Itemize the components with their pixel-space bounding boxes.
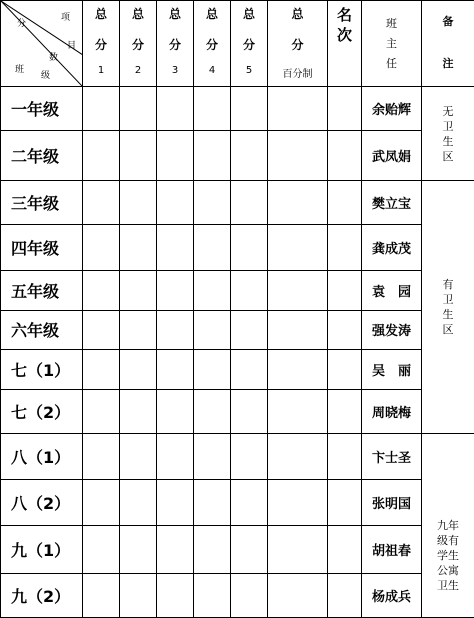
table-row [1,349,474,389]
score-cell[interactable] [194,181,231,225]
score-cell[interactable] [268,271,328,311]
score-cell[interactable] [83,349,120,389]
remark-has-hygiene-area: 有 卫 生 区 [422,181,474,433]
score-cell[interactable] [268,181,328,225]
teacher-cell: 杨成兵 [362,573,422,617]
score-cell[interactable] [231,349,268,389]
score-cell[interactable] [157,225,194,271]
rank-cell[interactable] [328,311,362,349]
diagonal-header-cell [1,1,83,87]
grade-cell: 一年级 [1,87,83,131]
score-cell[interactable] [194,433,231,479]
score-cell[interactable] [268,349,328,389]
score-cell[interactable] [120,271,157,311]
score-cell[interactable] [157,525,194,573]
grade-cell: 六年级 [1,311,83,349]
score-cell[interactable] [231,525,268,573]
grade-cell: 九（1） [1,525,83,573]
score-cell[interactable] [268,225,328,271]
score-cell[interactable] [120,479,157,525]
score-cell[interactable] [231,389,268,433]
teacher-cell: 余贻辉 [362,87,422,131]
corner-label-xiang: 项 [61,13,71,23]
rank-cell[interactable] [328,87,362,131]
score-cell[interactable] [231,311,268,349]
score-cell[interactable] [120,311,157,349]
note-header: 备 注 [422,1,474,87]
score-cell[interactable] [268,311,328,349]
teacher-cell: 卞士圣 [362,433,422,479]
grade-cell: 八（1） [1,433,83,479]
score-header-3: 总 分 3 [157,1,194,87]
score-cell[interactable] [231,181,268,225]
rank-cell[interactable] [328,525,362,573]
score-cell[interactable] [194,525,231,573]
score-cell[interactable] [157,573,194,617]
score-cell[interactable] [157,311,194,349]
table-row [1,479,474,525]
corner-label-ji: 级 [41,71,51,81]
score-cell[interactable] [231,433,268,479]
score-header-4: 总 分 4 [194,1,231,87]
score-cell[interactable] [83,525,120,573]
score-header-2: 总 分 2 [120,1,157,87]
rank-cell[interactable] [328,349,362,389]
score-cell[interactable] [231,225,268,271]
score-cell[interactable] [157,479,194,525]
score-cell[interactable] [194,311,231,349]
grade-cell: 八（2） [1,479,83,525]
grade-cell: 四年级 [1,225,83,271]
score-cell[interactable] [157,181,194,225]
table-row [1,433,474,479]
score-cell[interactable] [268,131,328,181]
table-row [1,225,474,271]
score-cell[interactable] [157,389,194,433]
score-cell[interactable] [194,131,231,181]
score-cell[interactable] [120,131,157,181]
teacher-cell: 袁 园 [362,271,422,311]
corner-label-ban: 班 [15,65,25,75]
grade-cell: 七（1） [1,349,83,389]
rank-cell[interactable] [328,271,362,311]
score-header-percent: 总 分 百分制 [268,1,328,87]
score-cell[interactable] [157,349,194,389]
score-cell[interactable] [157,271,194,311]
rank-cell[interactable] [328,479,362,525]
score-cell[interactable] [120,389,157,433]
score-cell[interactable] [83,433,120,479]
score-cell[interactable] [157,87,194,131]
score-cell[interactable] [231,573,268,617]
score-header-1: 总 分 1 [83,1,120,87]
teacher-cell: 周晓梅 [362,389,422,433]
table-row [1,573,474,617]
table-row [1,311,474,349]
score-cell[interactable] [120,87,157,131]
rank-cell[interactable] [328,433,362,479]
table-row [1,389,474,433]
score-cell[interactable] [83,389,120,433]
score-cell[interactable] [194,225,231,271]
score-cell[interactable] [194,389,231,433]
score-cell[interactable] [231,131,268,181]
grade-cell: 七（2） [1,389,83,433]
score-cell[interactable] [231,87,268,131]
score-cell[interactable] [157,131,194,181]
score-cell[interactable] [120,433,157,479]
score-cell[interactable] [83,271,120,311]
teacher-header: 班 主 任 [362,1,422,87]
score-cell[interactable] [83,181,120,225]
remark-no-hygiene-area: 无 卫 生 区 [422,87,474,181]
score-cell[interactable] [83,225,120,271]
score-cell[interactable] [194,87,231,131]
teacher-cell: 强发涛 [362,311,422,349]
score-cell[interactable] [83,87,120,131]
table-row [1,87,474,131]
score-cell[interactable] [194,349,231,389]
table-row [1,271,474,311]
score-cell[interactable] [268,389,328,433]
score-cell[interactable] [268,87,328,131]
corner-label-mu: 目 [67,41,77,51]
score-cell[interactable] [231,479,268,525]
teacher-cell: 吴 丽 [362,349,422,389]
score-cell[interactable] [268,573,328,617]
score-cell[interactable] [194,479,231,525]
score-cell[interactable] [83,573,120,617]
score-cell[interactable] [83,311,120,349]
score-cell[interactable] [231,271,268,311]
rank-cell[interactable] [328,389,362,433]
teacher-cell: 张明国 [362,479,422,525]
table-row [1,131,474,181]
corner-label-fen: 分 [17,19,27,29]
teacher-cell: 武凤娟 [362,131,422,181]
corner-label-shu: 数 [49,53,59,63]
remark-grade9-dorm-hygiene: 九年 级有 学生 公寓 卫生 [422,433,474,617]
score-cell[interactable] [157,433,194,479]
teacher-cell: 胡祖春 [362,525,422,573]
table-row [1,181,474,225]
score-header-5: 总 分 5 [231,1,268,87]
score-cell[interactable] [120,225,157,271]
score-cell[interactable] [120,573,157,617]
score-cell[interactable] [120,349,157,389]
score-cell[interactable] [194,573,231,617]
grade-cell: 九（2） [1,573,83,617]
rank-header: 名 次 [328,1,362,87]
score-cell[interactable] [268,433,328,479]
score-cell[interactable] [83,479,120,525]
score-cell[interactable] [194,271,231,311]
score-cell[interactable] [268,525,328,573]
table-row [1,525,474,573]
teacher-cell: 龚成茂 [362,225,422,271]
grade-cell: 三年级 [1,181,83,225]
grade-cell: 二年级 [1,131,83,181]
rank-cell[interactable] [328,573,362,617]
score-cell[interactable] [120,525,157,573]
teacher-cell: 樊立宝 [362,181,422,225]
rank-cell[interactable] [328,131,362,181]
rank-cell[interactable] [328,225,362,271]
score-cell[interactable] [120,181,157,225]
score-cell[interactable] [83,131,120,181]
score-cell[interactable] [268,479,328,525]
rank-cell[interactable] [328,181,362,225]
grade-cell: 五年级 [1,271,83,311]
